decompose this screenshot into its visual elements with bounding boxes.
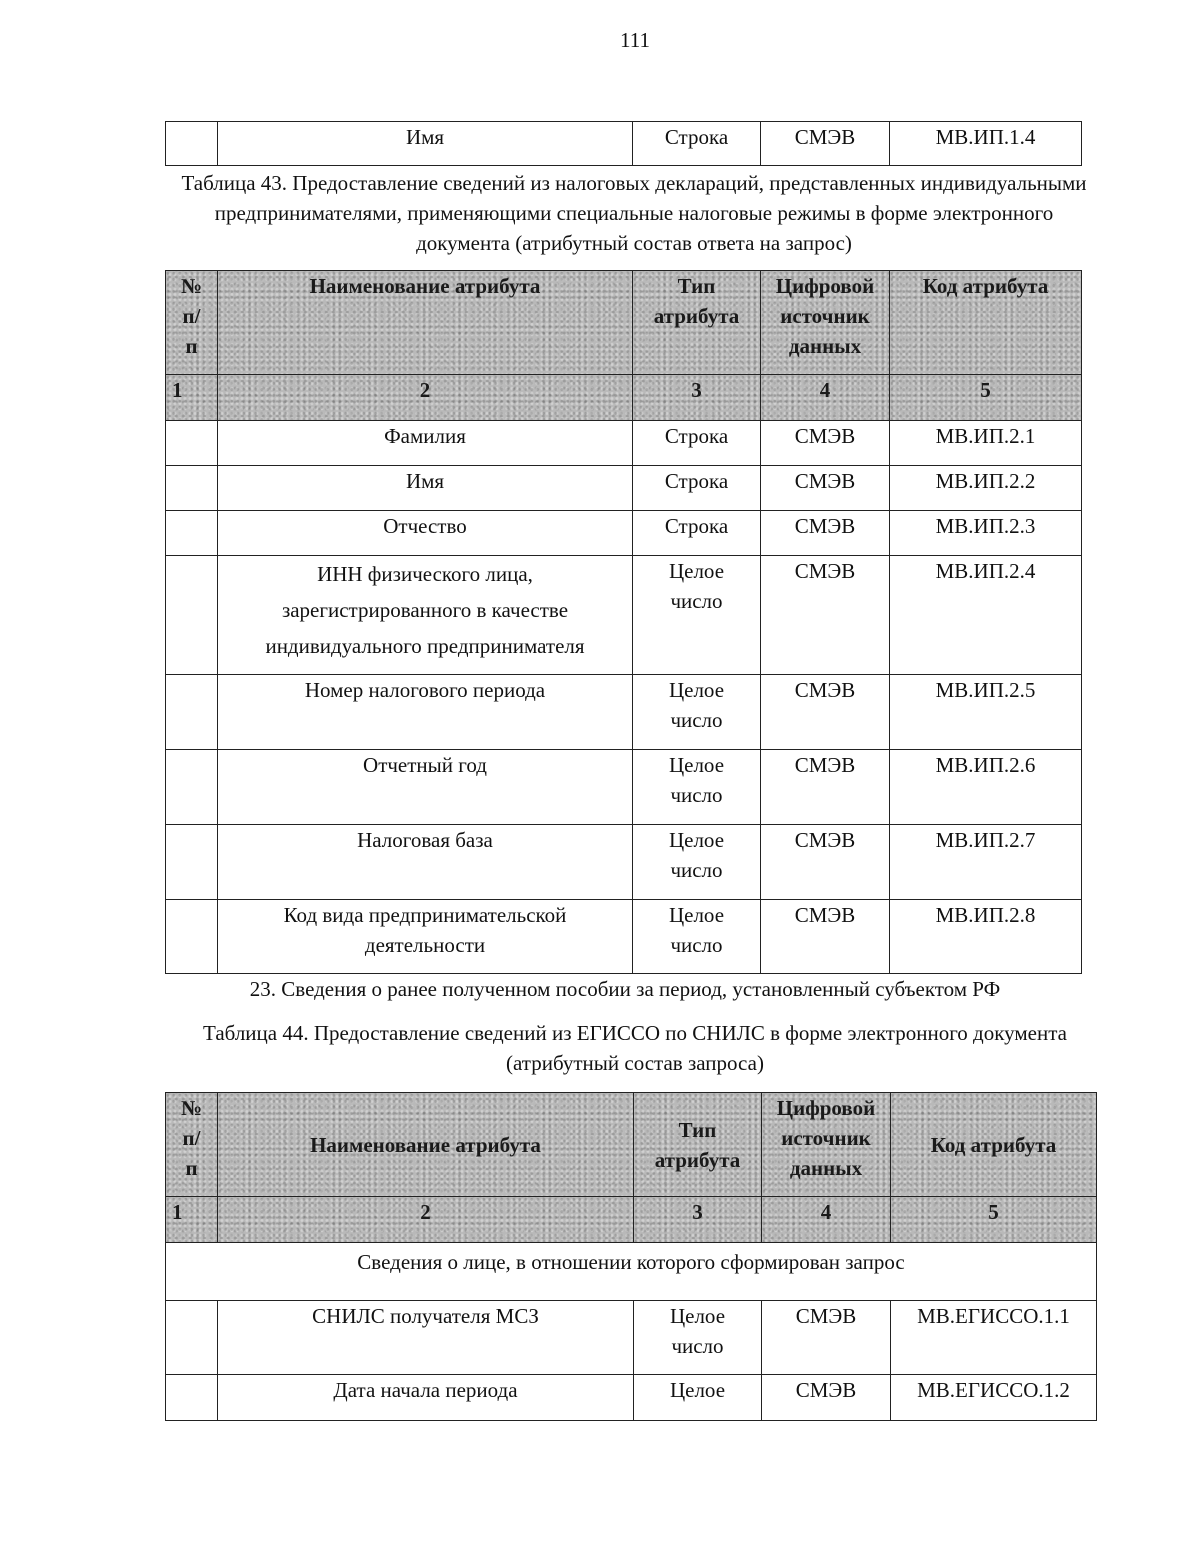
- attribute-code-cell: МВ.ИП.2.7: [890, 825, 1082, 900]
- table-row: [166, 1301, 1097, 1375]
- attribute-name-cell: ИНН физического лица, зарегистрированного в качестве индивидуального предпринимателя: [218, 556, 633, 675]
- row-number-cell: [166, 675, 218, 750]
- data-source-cell: СМЭВ: [761, 900, 890, 974]
- attribute-type-cell: Целое число: [633, 556, 761, 675]
- column-number: 3: [633, 375, 761, 421]
- data-source-cell: СМЭВ: [761, 825, 890, 900]
- attribute-code-cell: МВ.ИП.2.6: [890, 750, 1082, 825]
- table-header-row: [166, 1093, 1097, 1197]
- table-43-caption: Таблица 43. Предоставление сведений из налоговых деклараций, представленных индивидуальными предпринимателями, применяющими специальные налоговые режимы в форме электронного документа (атрибутный состав ответа на запрос): [181, 171, 1087, 255]
- group-row-label: Сведения о лице, в отношении которого сформирован запрос: [166, 1243, 1097, 1301]
- data-source-cell: СМЭВ: [761, 750, 890, 825]
- header-data-source: Цифровой источник данных: [762, 1093, 891, 1197]
- table-row: [166, 750, 1082, 825]
- group-row: [166, 1243, 1097, 1301]
- column-number: 1: [166, 1197, 218, 1243]
- continuation-table: [165, 121, 1082, 166]
- attribute-code-cell: МВ.ИП.2.4: [890, 556, 1082, 675]
- attribute-code-cell: МВ.ИП.2.2: [890, 466, 1082, 511]
- header-number: № п/ п: [166, 271, 218, 375]
- header-number: № п/ п: [166, 1093, 218, 1197]
- page-number: 111: [620, 28, 650, 52]
- attribute-code-cell: МВ.ЕГИССО.1.1: [891, 1301, 1097, 1375]
- attribute-type-cell: Строка: [633, 511, 761, 556]
- row-number-cell: [166, 1375, 218, 1421]
- attribute-type-cell: Строка: [633, 466, 761, 511]
- header-data-source: Цифровой источник данных: [761, 271, 890, 375]
- table-row: [166, 1375, 1097, 1421]
- column-number: 5: [890, 375, 1082, 421]
- table-row: [166, 466, 1082, 511]
- table-header-row: [166, 271, 1082, 375]
- attribute-type-cell: Целое число: [633, 900, 761, 974]
- row-number-cell: [166, 466, 218, 511]
- attribute-name-cell: Имя: [218, 466, 633, 511]
- attribute-code-cell: МВ.ИП.2.1: [890, 421, 1082, 466]
- attribute-name-cell: Налоговая база: [218, 825, 633, 900]
- table-43: [165, 270, 1082, 974]
- column-number: 2: [218, 375, 633, 421]
- data-source-cell: СМЭВ: [761, 675, 890, 750]
- table-row: [166, 556, 1082, 675]
- data-source-cell: СМЭВ: [761, 122, 890, 166]
- attribute-name-cell: Дата начала периода: [218, 1375, 634, 1421]
- table-row: [166, 421, 1082, 466]
- attribute-code-cell: МВ.ИП.2.3: [890, 511, 1082, 556]
- attribute-type-cell: Строка: [633, 122, 761, 166]
- row-number-cell: [166, 511, 218, 556]
- attribute-type-cell: Целое число: [633, 825, 761, 900]
- attribute-type-cell: Целое: [634, 1375, 762, 1421]
- attribute-name-cell: Фамилия: [218, 421, 633, 466]
- attribute-name-cell: Имя: [218, 122, 633, 166]
- attribute-type-cell: Целое число: [633, 675, 761, 750]
- column-number-row: [166, 1197, 1097, 1243]
- attribute-name-cell: Номер налогового периода: [218, 675, 633, 750]
- data-source-cell: СМЭВ: [761, 511, 890, 556]
- row-number-cell: [166, 122, 218, 166]
- table-44-caption: Таблица 44. Предоставление сведений из ЕГИССО по СНИЛС в форме электронного документа (атрибутный состав запроса): [203, 1021, 1067, 1075]
- column-number: 4: [761, 375, 890, 421]
- data-source-cell: СМЭВ: [761, 421, 890, 466]
- table-row: [166, 511, 1082, 556]
- column-number: 1: [166, 375, 218, 421]
- header-attribute-type: Тип атрибута: [633, 271, 761, 375]
- table-row: [166, 825, 1082, 900]
- attribute-name-cell: СНИЛС получателя МСЗ: [218, 1301, 634, 1375]
- attribute-code-cell: МВ.ИП.1.4: [890, 122, 1082, 166]
- table-row: [166, 122, 1082, 166]
- attribute-type-cell: Строка: [633, 421, 761, 466]
- header-attribute-name: Наименование атрибута: [218, 271, 633, 375]
- row-number-cell: [166, 556, 218, 675]
- column-number: 4: [762, 1197, 891, 1243]
- table-row: [166, 900, 1082, 974]
- column-number: 3: [634, 1197, 762, 1243]
- row-number-cell: [166, 1301, 218, 1375]
- data-source-cell: СМЭВ: [761, 556, 890, 675]
- table-44: [165, 1092, 1097, 1421]
- data-source-cell: СМЭВ: [762, 1375, 891, 1421]
- section-23-heading: 23. Сведения о ранее полученном пособии за период, установленный субъектом РФ: [249, 977, 1001, 1001]
- row-number-cell: [166, 825, 218, 900]
- column-number-row: [166, 375, 1082, 421]
- attribute-code-cell: МВ.ЕГИССО.1.2: [891, 1375, 1097, 1421]
- attribute-name-cell: Отчество: [218, 511, 633, 556]
- attribute-type-cell: Целое число: [634, 1301, 762, 1375]
- attribute-code-cell: МВ.ИП.2.5: [890, 675, 1082, 750]
- header-attribute-code: Код атрибута: [891, 1093, 1097, 1197]
- column-number: 2: [218, 1197, 634, 1243]
- row-number-cell: [166, 750, 218, 825]
- row-number-cell: [166, 900, 218, 974]
- data-source-cell: СМЭВ: [762, 1301, 891, 1375]
- row-number-cell: [166, 421, 218, 466]
- data-source-cell: СМЭВ: [761, 466, 890, 511]
- header-attribute-code: Код атрибута: [890, 271, 1082, 375]
- attribute-code-cell: МВ.ИП.2.8: [890, 900, 1082, 974]
- attribute-name-cell: Код вида предпринимательской деятельности: [218, 900, 633, 974]
- table-row: [166, 675, 1082, 750]
- attribute-name-cell: Отчетный год: [218, 750, 633, 825]
- attribute-type-cell: Целое число: [633, 750, 761, 825]
- header-attribute-name: Наименование атрибута: [218, 1093, 634, 1197]
- header-attribute-type: Тип атрибута: [634, 1093, 762, 1197]
- column-number: 5: [891, 1197, 1097, 1243]
